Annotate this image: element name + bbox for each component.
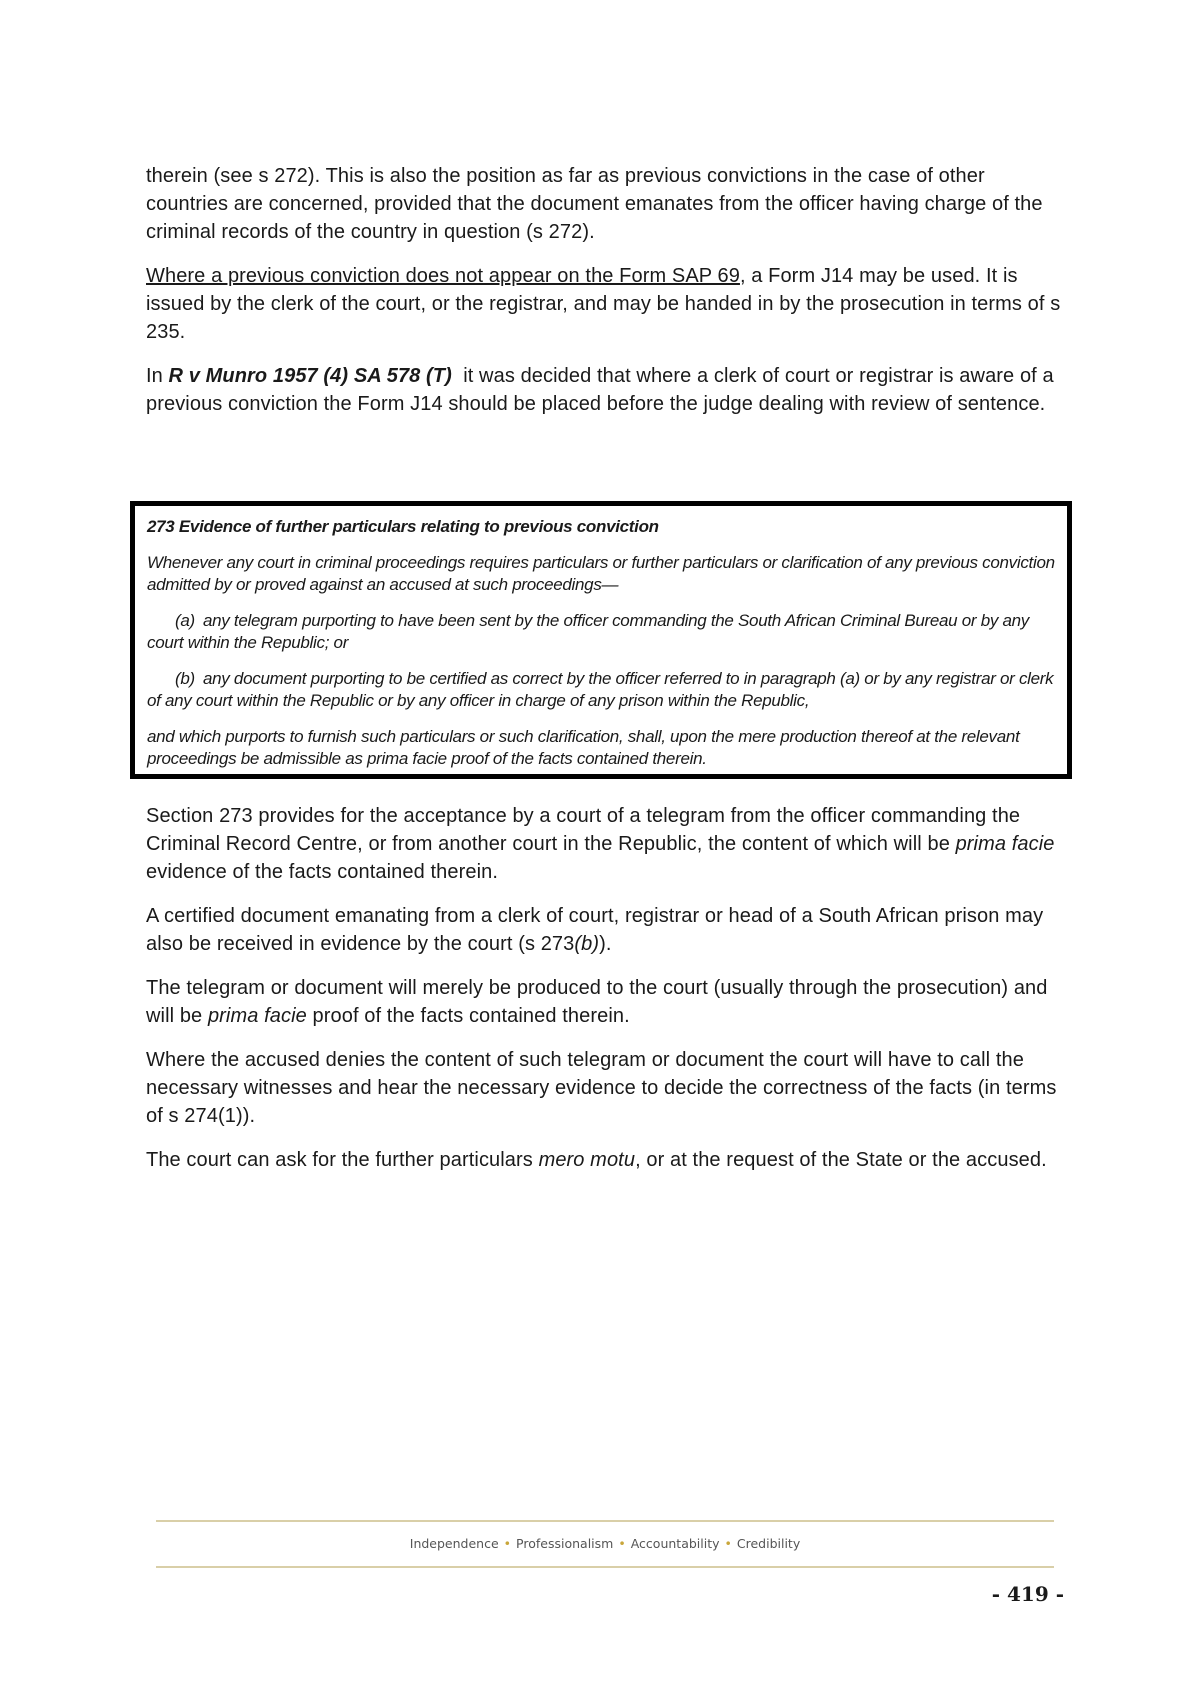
section-reference: (b): [574, 933, 600, 955]
paragraph-text: The telegram or document will merely be produced to the court (usually through the prosecution) and will be: [146, 977, 1048, 1027]
paragraph-text: evidence of the facts contained therein.: [146, 861, 499, 883]
paragraph-text: A certified document emanating from a clerk of court, registrar or head of a South African prison may also be received in evidence by the court (s 273: [146, 905, 1044, 955]
statute-item-b: [147, 668, 1057, 712]
motto-separator: •: [503, 1536, 512, 1551]
item-label: (b): [175, 669, 195, 688]
item-text: any telegram purporting to have been sent by the officer commanding the South African Criminal Bureau or by any court within the Republic; or: [147, 611, 1029, 652]
latin-term: prima facie: [207, 1005, 307, 1027]
paragraph-text: , or at the request of the State or the accused.: [635, 1149, 1047, 1171]
paragraph-text: therein (see s 272). This is also the position as far as previous convictions in the case of other countries are concerned, provided that the document emanates from the officer having charge of the criminal records of the country in question (s 272).: [146, 165, 1043, 243]
lower-body-text: [146, 802, 1066, 1190]
latin-term: mero motu: [538, 1149, 636, 1171]
item-label: (a): [175, 611, 195, 630]
item-text: any document purporting to be certified as correct by the officer referred to in paragraph (a) or by any registrar or clerk of any court within the Republic or by any officer in charge of any prison within the Republic,: [147, 669, 1054, 710]
upper-body-text: [146, 162, 1066, 434]
paragraph-accused-denies: [146, 1046, 1066, 1130]
motto-separator: •: [618, 1536, 626, 1551]
motto-word: Professionalism: [516, 1536, 614, 1551]
paragraph-text: ).: [599, 933, 612, 955]
motto-word: Credibility: [736, 1536, 801, 1551]
paragraph-text: it was decided that where a clerk of court or registrar is aware of a previous conviction the Form J14 should be placed before the judge dealing with review of sentence.: [146, 365, 1060, 415]
paragraph-prefix: In: [146, 365, 169, 387]
footer-motto: [156, 1536, 1054, 1551]
motto-word: Accountability: [630, 1536, 720, 1551]
statute-closing: and which purports to furnish such particulars or such clarification, shall, upon the mere production thereof at the relevant proceedings be admissible as prima facie proof of the facts contained therein.: [147, 727, 1020, 768]
paragraph-text: Section 273 provides for the acceptance by a court of a telegram from the officer commanding the Criminal Record Centre, or from another court in the Republic, the content of which will be: [146, 805, 1021, 855]
page-number: - 419 -: [991, 1582, 1064, 1606]
paragraph-certified-document: [146, 902, 1066, 958]
paragraph-mero-motu: [146, 1146, 1066, 1174]
paragraph-text: Where the accused denies the content of such telegram or document the court will have to call the necessary witnesses and hear the necessary evidence to decide the correctness of the facts (in terms of s 274(1)).: [146, 1049, 1057, 1127]
statute-intro: Whenever any court in criminal proceedings requires particulars or further particulars or clarification of any previous conviction admitted by or proved against an accused at such proceedings—: [147, 553, 1055, 594]
footer-bottom-rule: [156, 1566, 1054, 1568]
paragraph-text: The court can ask for the further particulars: [146, 1149, 539, 1171]
case-citation: R v Munro 1957 (4) SA 578 (T): [168, 365, 452, 387]
paragraph-telegram-produced: [146, 974, 1066, 1030]
statute-quote-box: [130, 501, 1072, 779]
statute-item-a: [147, 610, 1057, 654]
latin-term: prima facie: [955, 833, 1055, 855]
motto-word: Independence: [409, 1536, 499, 1551]
paragraph-previous-convictions-other-countries: [146, 162, 1066, 246]
paragraph-munro-case: [146, 362, 1066, 418]
paragraph-section-273: [146, 802, 1066, 886]
paragraph-form-j14: [146, 262, 1066, 346]
paragraph-text: , a Form J14 may be used. It is issued by the clerk of the court, or the registrar, and may be handed in by the prosecution in terms of s 235.: [146, 265, 1061, 343]
motto-separator: •: [724, 1536, 732, 1551]
statute-title: 273 Evidence of further particulars relating to previous conviction: [147, 517, 659, 536]
footer-top-rule: [156, 1520, 1054, 1522]
underlined-phrase: Where a previous conviction does not appear on the Form SAP 69: [146, 265, 740, 287]
paragraph-text: proof of the facts contained therein.: [306, 1005, 630, 1027]
